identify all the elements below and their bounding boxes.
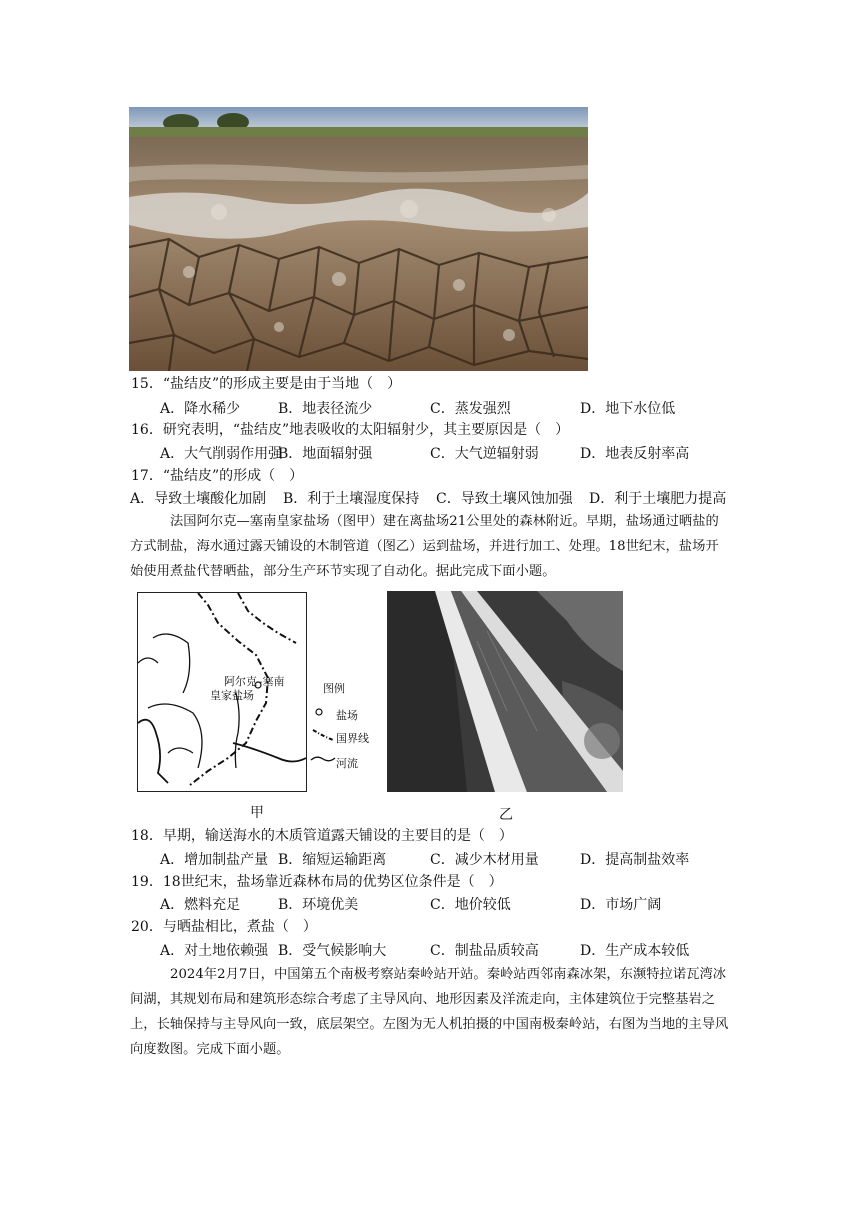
q18-option-c[interactable]: C．减少木材用量 bbox=[430, 852, 539, 868]
q16-option-d[interactable]: D．地表反射率高 bbox=[580, 446, 690, 462]
q15-option-a[interactable]: A．降水稀少 bbox=[160, 401, 241, 417]
question-15-stem: 15．“盐结皮”的形成主要是由于当地（ ） bbox=[131, 376, 402, 392]
q15-option-b[interactable]: B．地表径流少 bbox=[278, 401, 373, 417]
legend-border: 国界线 bbox=[336, 732, 369, 745]
q19-option-b[interactable]: B．环境优美 bbox=[278, 897, 359, 913]
q16-option-c[interactable]: C．大气逆辐射弱 bbox=[430, 446, 539, 462]
q19-option-c[interactable]: C．地价较低 bbox=[430, 897, 511, 913]
question-17-stem: 17．“盐结皮”的形成（ ） bbox=[131, 468, 304, 484]
q17-option-c[interactable]: C．导致土壤风蚀加强 bbox=[436, 491, 573, 507]
q17-option-b[interactable]: B．利于土壤湿度保持 bbox=[283, 491, 420, 507]
q15-option-c[interactable]: C．蒸发强烈 bbox=[430, 401, 511, 417]
q15-option-d[interactable]: D．地下水位低 bbox=[580, 401, 676, 417]
question-19-stem: 19．18世纪末，盐场靠近森林布局的优势区位条件是（ ） bbox=[131, 874, 503, 890]
q18-option-a[interactable]: A．增加制盐产量 bbox=[160, 852, 269, 868]
q20-option-a[interactable]: A．对土地依赖强 bbox=[160, 943, 269, 959]
q19-option-d[interactable]: D．市场广阔 bbox=[580, 897, 662, 913]
question-20-stem: 20．与晒盐相比，煮盐（ ） bbox=[131, 919, 317, 935]
q16-option-b[interactable]: B．地面辐射强 bbox=[278, 446, 373, 462]
q20-option-b[interactable]: B．受气候影响大 bbox=[278, 943, 387, 959]
legend-border-symbol bbox=[312, 728, 334, 745]
question-16-stem: 16．研究表明，“盐结皮”地表吸收的太阳辐射少，其主要原因是（ ） bbox=[131, 422, 570, 438]
q17-option-a[interactable]: A．导致土壤酸化加剧 bbox=[130, 491, 267, 507]
legend-salt-symbol bbox=[314, 707, 324, 720]
q17-option-d[interactable]: D．利于土壤肥力提高 bbox=[589, 491, 727, 507]
question-18-stem: 18．早期，输送海水的木质管道露天铺设的主要目的是（ ） bbox=[131, 828, 513, 844]
q20-option-d[interactable]: D．生产成本较低 bbox=[580, 943, 690, 959]
salt-crust-photo bbox=[129, 107, 588, 371]
caption-yi: 乙 bbox=[499, 807, 513, 823]
passage-salt-works-text: 法国阿尔克—塞南皇家盐场（图甲）建在离盐场21公里处的森林附近。早期，盐场通过晒盐的方式制盐，海水通过露天铺设的木制管道（图乙）运到盐场，并进行加工、处理。18世纪末，盐场开始使用煮盐代替晒盐，部分生产环节实现了自动化。据此完成下面小题。 bbox=[130, 514, 719, 579]
passage-qinling-station bbox=[130, 962, 730, 1062]
legend-river: 河流 bbox=[336, 757, 358, 770]
q18-option-b[interactable]: B．缩短运输距离 bbox=[278, 852, 387, 868]
passage-qinling-station-text: 2024年2月7日，中国第五个南极考察站秦岭站开站。秦岭站西邻南森冰架，东濒特拉诺瓦湾冰间湖，其规划布局和建筑形态综合考虑了主导风向、地形因素及洋流走向，主体建筑位于完整基岩之上，长轴保持与主导风向一致，底层架空。左图为无人机拍摄的中国南极秦岭站，右图为当地的主导风向度数图。完成下面小题。 bbox=[130, 967, 729, 1057]
wooden-pipe-photo bbox=[387, 591, 623, 792]
map-site-label-2: 皇家盐场 bbox=[210, 689, 254, 702]
legend-river-symbol bbox=[310, 754, 336, 767]
legend-salt: 盐场 bbox=[336, 709, 358, 722]
q16-option-a[interactable]: A．大气削弱作用强 bbox=[160, 446, 283, 462]
france-map bbox=[137, 592, 307, 792]
caption-jia: 甲 bbox=[250, 805, 264, 821]
passage-salt-works bbox=[130, 509, 730, 584]
q19-option-a[interactable]: A．燃料充足 bbox=[160, 897, 241, 913]
legend-title: 图例 bbox=[323, 682, 345, 695]
map-site-label-1: 阿尔克–塞南 bbox=[224, 675, 285, 688]
q20-option-c[interactable]: C．制盐品质较高 bbox=[430, 943, 539, 959]
q18-option-d[interactable]: D．提高制盐效率 bbox=[580, 852, 690, 868]
